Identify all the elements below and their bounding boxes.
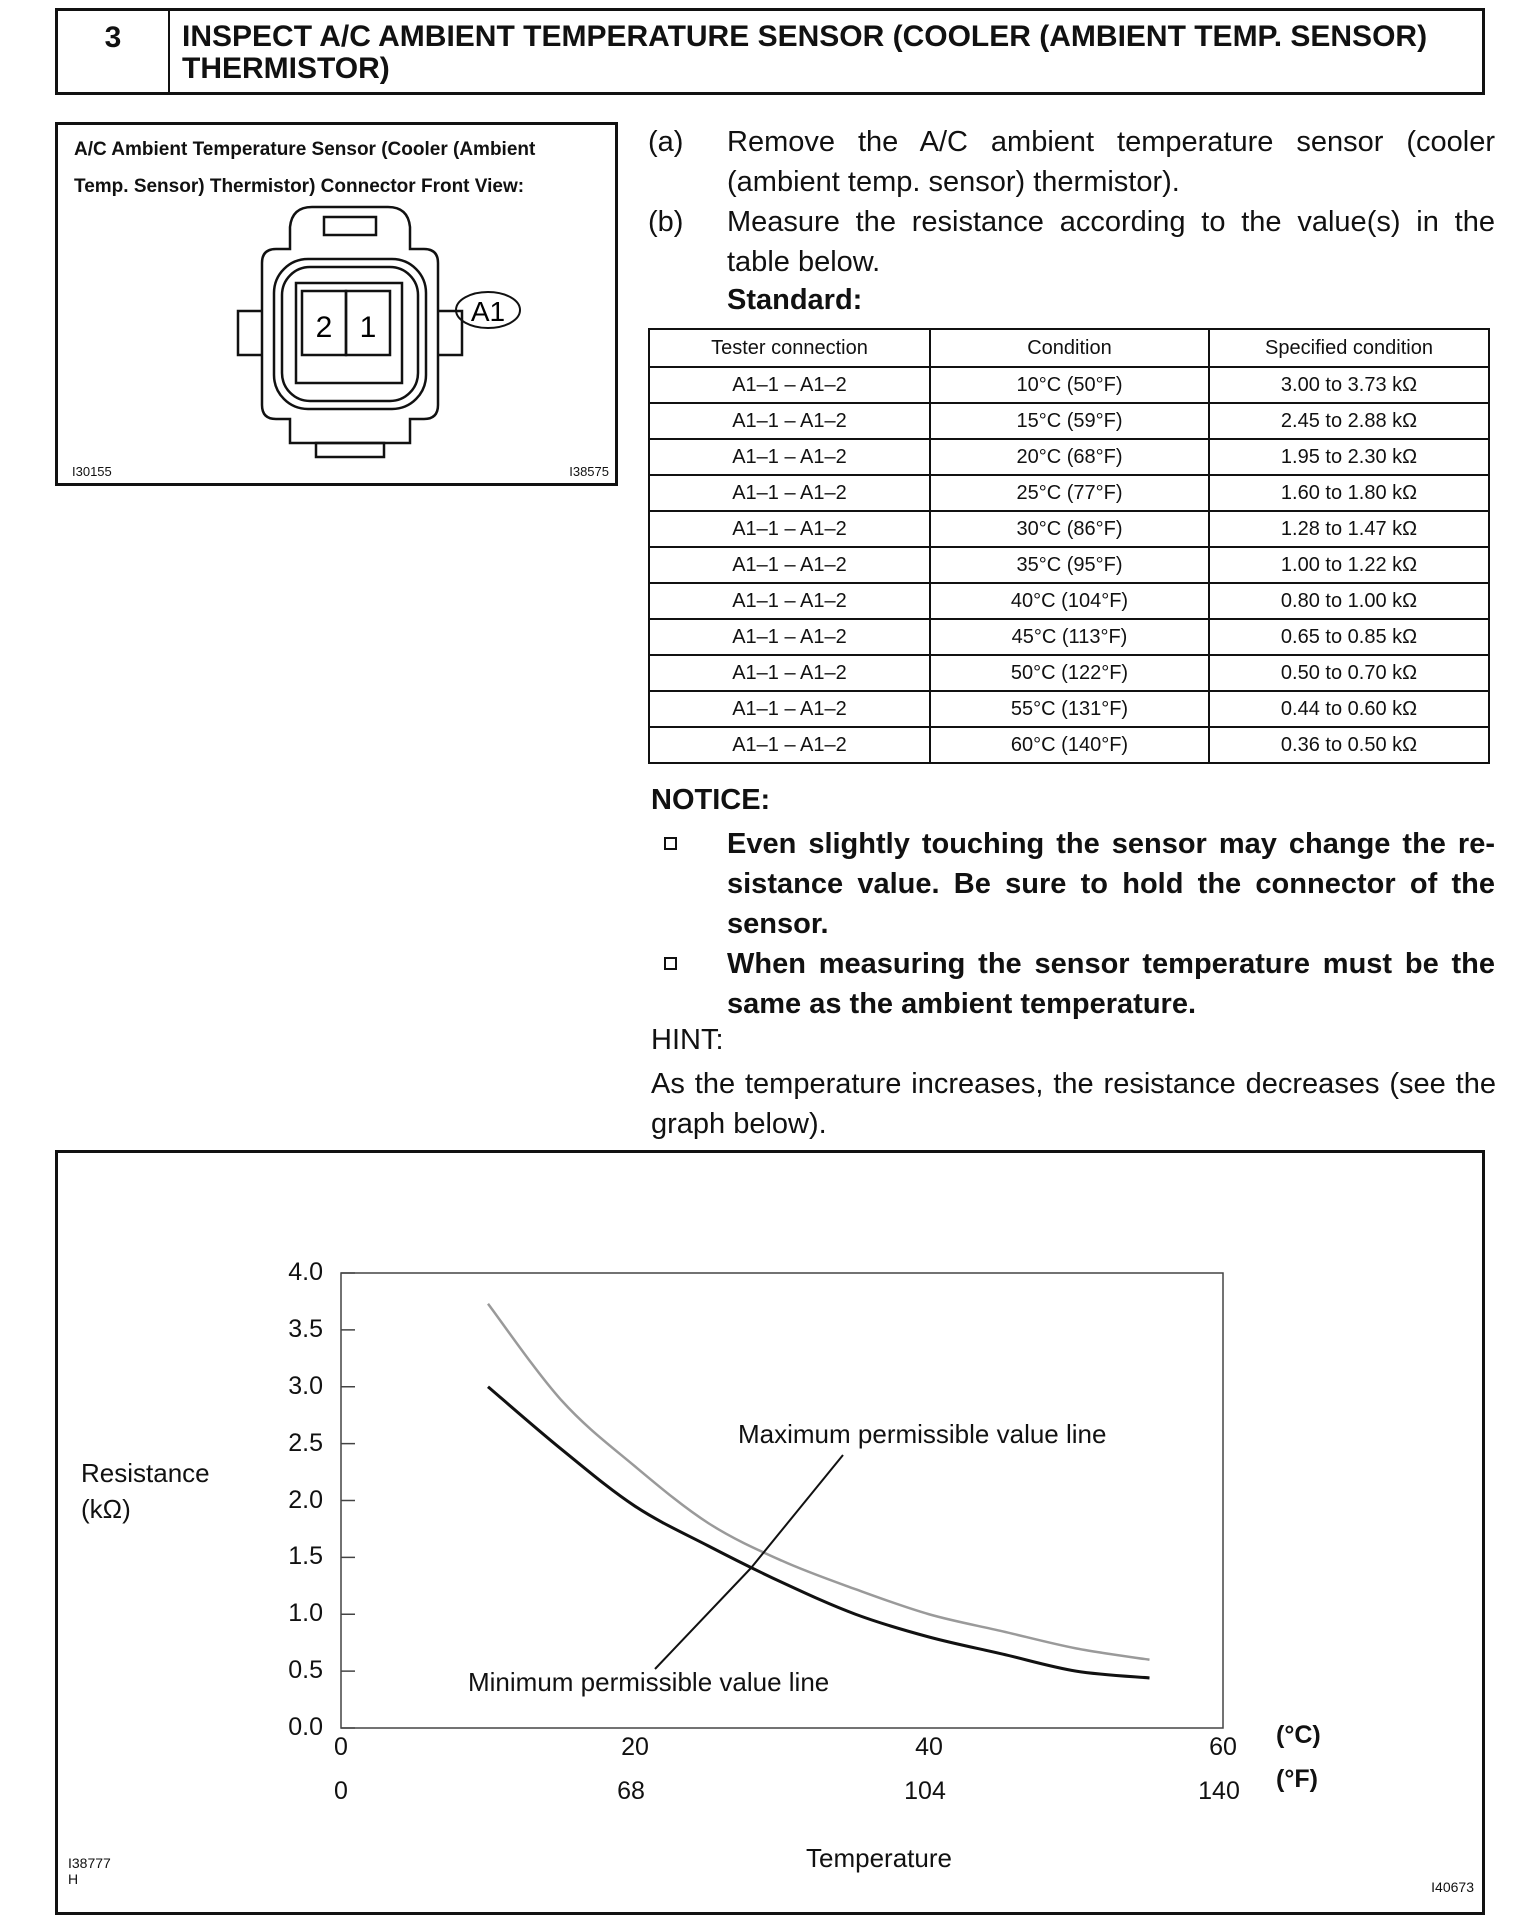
tester-connection-cell: A1–1 – A1–2 [649, 367, 930, 403]
connector-label: A1 [470, 296, 506, 327]
condition-cell: 45°C (113°F) [930, 619, 1209, 655]
pin-1-label: 1 [359, 311, 377, 344]
min-line-annotation: Minimum permissible value line [468, 1667, 830, 1697]
connector-drawing [58, 125, 615, 483]
notice-item-2 [648, 944, 1496, 1024]
pin-box [296, 283, 402, 383]
condition-cell: 35°C (95°F) [930, 547, 1209, 583]
step-b-label: (b) [648, 206, 684, 238]
x-tick-label-fahrenheit: 68 [617, 1777, 645, 1805]
hint-label: HINT: [651, 1024, 724, 1056]
max-annotation-leader [751, 1455, 843, 1568]
table-row [649, 403, 1489, 439]
y-tick-label: 0.5 [288, 1656, 323, 1685]
specified-condition-cell: 1.95 to 2.30 kΩ [1209, 439, 1489, 475]
unit-fahrenheit: (°F) [1276, 1765, 1318, 1793]
x-axis-label: Temperature [806, 1843, 952, 1873]
notice-item-1 [648, 824, 1496, 944]
specified-condition-cell: 0.65 to 0.85 kΩ [1209, 619, 1489, 655]
table-header: Tester connection [649, 329, 930, 367]
table-header-row [649, 329, 1489, 367]
table-header: Specified condition [1209, 329, 1489, 367]
tester-connection-cell: A1–1 – A1–2 [649, 439, 930, 475]
table-row [649, 583, 1489, 619]
notice-text: When measuring the sensor temperature must be the same as the ambient temperature. [727, 948, 1495, 1020]
specified-condition-cell: 0.80 to 1.00 kΩ [1209, 583, 1489, 619]
standard-label: Standard: [727, 284, 863, 316]
specified-condition-cell: 0.50 to 0.70 kΩ [1209, 655, 1489, 691]
table-row [649, 727, 1489, 763]
condition-cell: 15°C (59°F) [930, 403, 1209, 439]
table-row [649, 547, 1489, 583]
step-a-label: (a) [648, 126, 684, 158]
table-row [649, 475, 1489, 511]
resistance-graph [55, 1150, 1485, 1915]
y-tick-label: 2.5 [288, 1428, 323, 1457]
step-a-text: Remove the A/C ambient temperature sensor (cooler (ambient temp. sensor) thermistor). [727, 126, 1495, 198]
step-b [648, 202, 1496, 282]
condition-cell: 20°C (68°F) [930, 439, 1209, 475]
notice-text: Even slightly touching the sensor may change the re-sistance value. Be sure to hold the connector of the sensor. [727, 828, 1495, 940]
y-tick-label: 1.0 [288, 1599, 323, 1628]
y-tick-label: 1.5 [288, 1542, 323, 1571]
condition-cell: 10°C (50°F) [930, 367, 1209, 403]
tester-connection-cell: A1–1 – A1–2 [649, 619, 930, 655]
connector-caption-line1: A/C Ambient Temperature Sensor (Cooler (Ambient [74, 139, 536, 160]
y-axis-label [81, 1455, 210, 1527]
connector-top-tab [324, 217, 376, 235]
step-a [648, 122, 1496, 202]
table-row [649, 439, 1489, 475]
tester-connection-cell: A1–1 – A1–2 [649, 727, 930, 763]
x-tick-label-celsius: 40 [915, 1733, 943, 1761]
graph-id-left [68, 1855, 111, 1887]
condition-cell: 25°C (77°F) [930, 475, 1209, 511]
connector-housing [262, 207, 438, 443]
graph-id-left-line1: I38777 [68, 1855, 111, 1871]
figure-id-right: I38575 [569, 464, 609, 479]
tester-connection-cell: A1–1 – A1–2 [649, 475, 930, 511]
connector-bottom-tab [316, 443, 384, 457]
max-line-annotation: Maximum permissible value line [738, 1419, 1107, 1449]
specified-condition-cell: 1.28 to 1.47 kΩ [1209, 511, 1489, 547]
condition-cell: 55°C (131°F) [930, 691, 1209, 727]
checkbox-icon [664, 837, 677, 850]
step-title: INSPECT A/C AMBIENT TEMPERATURE SENSOR (COOLER (AMBIENT TEMP. SENSOR) THERMISTOR) [182, 20, 1428, 85]
x-tick-label-celsius: 60 [1209, 1733, 1237, 1761]
specified-condition-cell: 0.36 to 0.50 kΩ [1209, 727, 1489, 763]
y-tick-label: 0.0 [288, 1713, 323, 1741]
y-axis-label-line1: Resistance [81, 1458, 210, 1488]
step-b-text: Measure the resistance according to the value(s) in the table below. [727, 206, 1495, 278]
x-tick-label-celsius: 20 [621, 1733, 649, 1761]
connector-caption-line2: Temp. Sensor) Thermistor) Connector Front View: [74, 176, 525, 197]
table-row [649, 619, 1489, 655]
table-row [649, 367, 1489, 403]
condition-cell: 40°C (104°F) [930, 583, 1209, 619]
tester-connection-cell: A1–1 – A1–2 [649, 655, 930, 691]
unit-celsius: (°C) [1276, 1721, 1321, 1749]
tester-connection-cell: A1–1 – A1–2 [649, 403, 930, 439]
graph-id-right: I40673 [1431, 1879, 1474, 1895]
x-tick-label-celsius: 0 [334, 1733, 348, 1761]
table-row [649, 511, 1489, 547]
max-permissible-line [488, 1304, 1150, 1660]
specified-condition-cell: 3.00 to 3.73 kΩ [1209, 367, 1489, 403]
connector-latch-left [238, 311, 262, 355]
connector-figure [55, 122, 618, 486]
condition-cell: 60°C (140°F) [930, 727, 1209, 763]
pin-2-label: 2 [315, 311, 333, 344]
notice-label: NOTICE: [651, 784, 771, 816]
hint-text: As the temperature increases, the resistance decreases (see the graph below). [651, 1068, 1496, 1140]
x-tick-label-fahrenheit: 0 [334, 1777, 348, 1805]
condition-cell: 50°C (122°F) [930, 655, 1209, 691]
tester-connection-cell: A1–1 – A1–2 [649, 691, 930, 727]
specified-condition-cell: 0.44 to 0.60 kΩ [1209, 691, 1489, 727]
y-tick-label: 3.0 [288, 1371, 323, 1400]
checkbox-icon [664, 957, 677, 970]
condition-cell: 30°C (86°F) [930, 511, 1209, 547]
plot-area [341, 1273, 1223, 1728]
table-row [649, 691, 1489, 727]
figure-id-left: I30155 [72, 464, 112, 479]
table-header: Condition [930, 329, 1209, 367]
min-annotation-leader [655, 1568, 751, 1669]
step-number: 3 [58, 11, 170, 92]
x-tick-label-fahrenheit: 104 [904, 1777, 946, 1805]
resistance-table [648, 328, 1490, 764]
y-tick-label: 3.5 [288, 1314, 323, 1343]
specified-condition-cell: 2.45 to 2.88 kΩ [1209, 403, 1489, 439]
tester-connection-cell: A1–1 – A1–2 [649, 583, 930, 619]
y-tick-label: 2.0 [288, 1485, 323, 1514]
y-axis-label-line2: (kΩ) [81, 1494, 131, 1524]
specified-condition-cell: 1.00 to 1.22 kΩ [1209, 547, 1489, 583]
y-tick-label: 4.0 [288, 1258, 323, 1286]
specified-condition-cell: 1.60 to 1.80 kΩ [1209, 475, 1489, 511]
tester-connection-cell: A1–1 – A1–2 [649, 547, 930, 583]
graph-id-left-line2: H [68, 1871, 79, 1887]
tester-connection-cell: A1–1 – A1–2 [649, 511, 930, 547]
step-header [55, 8, 1485, 95]
x-tick-label-fahrenheit: 140 [1198, 1777, 1240, 1805]
table-row [649, 655, 1489, 691]
